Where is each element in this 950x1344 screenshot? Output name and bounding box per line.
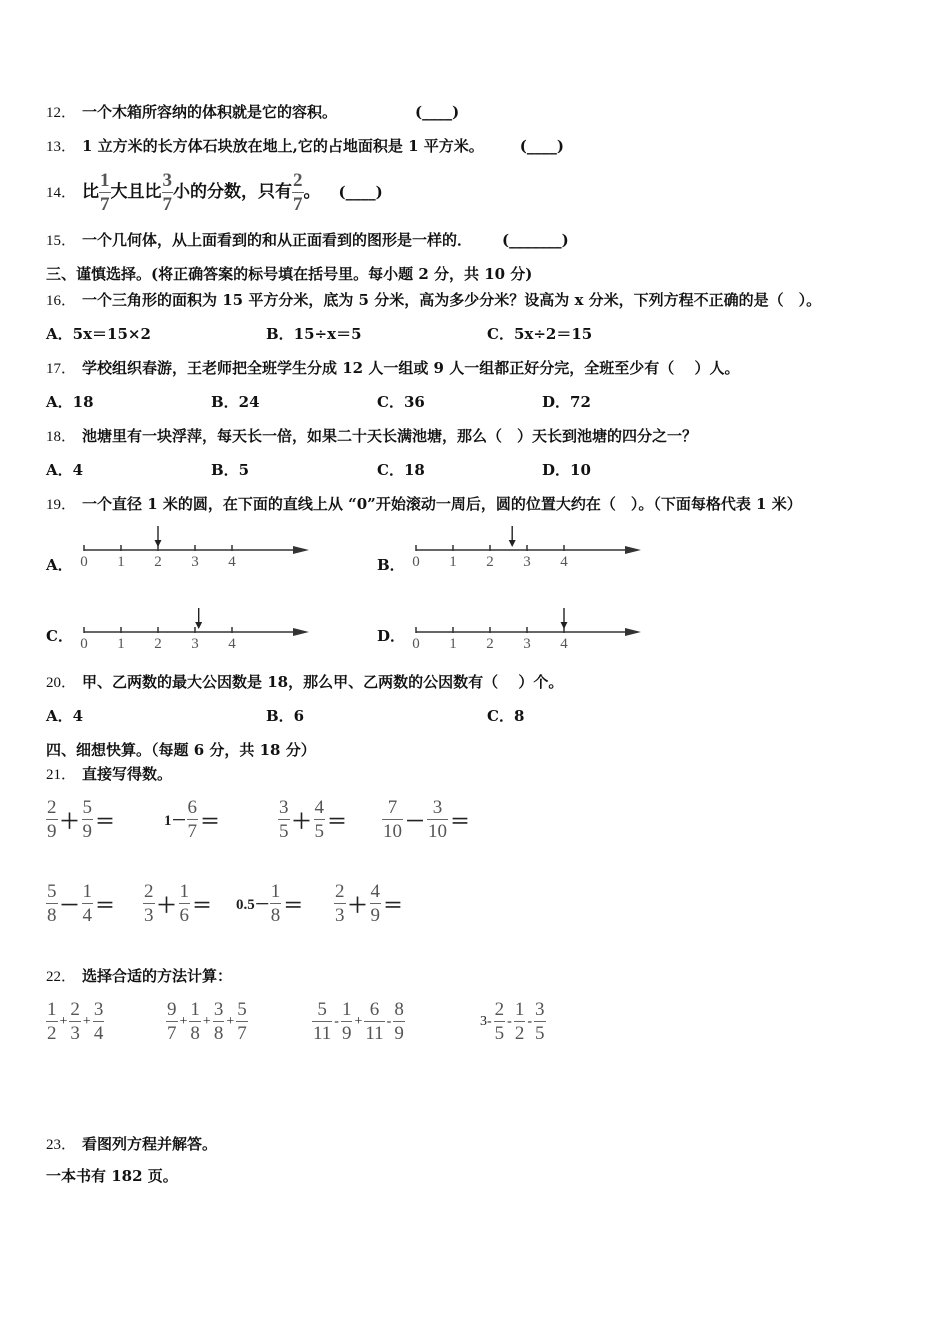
fraction: $\frac{1}{9}$ — [341, 999, 352, 1044]
operator: － — [405, 811, 425, 833]
operator: + — [59, 1013, 68, 1029]
question-18 — [46, 426, 697, 447]
fraction: $\frac{3}{5}$ — [279, 797, 289, 842]
section-4-heading: 四、细想快算。（每题 6 分，共 18 分） — [46, 741, 316, 759]
axis-arrowhead — [625, 546, 641, 554]
number-line-b — [408, 524, 643, 570]
tick-label: 0 — [412, 554, 420, 570]
leading-term: 3- — [480, 1013, 492, 1029]
question-15 — [46, 230, 569, 251]
option-c[interactable]: C．8 — [487, 707, 525, 725]
expression-6 — [143, 882, 214, 925]
question-text: 一个三角形的面积为 15 平方分米，底为 5 分米，高为多少分米？设高为 x 分米，下列方程不正确的是（ ）。 — [82, 291, 822, 309]
number-line-a — [76, 524, 311, 570]
question-number: 13． — [46, 139, 77, 155]
fraction: $\frac{5}{11}$ — [313, 999, 332, 1044]
expression-5 — [46, 882, 117, 925]
operator: + — [179, 1013, 188, 1029]
question-text: 看图列方程并解答。 — [82, 1135, 218, 1153]
position-arrowhead — [509, 540, 516, 547]
fraction: $\frac{3}{4}$ — [93, 999, 104, 1044]
tick-label: 2 — [486, 636, 494, 652]
fraction: $\frac{4}{9}$ — [370, 881, 380, 926]
fraction: $\frac{2}{5}$ — [494, 999, 505, 1044]
leading-term: 0.5－ — [236, 897, 270, 913]
axis-arrowhead — [293, 546, 309, 554]
fraction: $\frac{1}{4}$ — [82, 881, 92, 926]
question-text: 甲、乙两数的最大公因数是 18，那么甲、乙两数的公因数有（ ）个。 — [82, 673, 564, 691]
position-arrowhead — [195, 622, 202, 629]
expression-2 — [164, 798, 222, 841]
tick-label: 2 — [486, 554, 494, 570]
fraction: $\frac{4}{5}$ — [314, 797, 324, 842]
fraction: $\frac{2}{3}$ — [70, 999, 80, 1044]
option-b[interactable]: B． — [377, 556, 405, 574]
equals-sign: ＝ — [95, 811, 115, 833]
question-number: 12． — [46, 105, 77, 121]
option-a[interactable]: A．18 — [46, 393, 94, 411]
option-c[interactable]: C．36 — [377, 393, 425, 411]
operator: ＋ — [59, 811, 80, 833]
fraction: $\frac{3}{10}$ — [428, 797, 447, 842]
fraction: $\frac{1}{2}$ — [514, 999, 525, 1044]
equals-sign: ＝ — [200, 811, 221, 833]
fraction: $\frac{1}{8}$ — [190, 999, 200, 1044]
expression-4 — [382, 798, 472, 841]
question-17 — [46, 358, 739, 379]
question-number: 20． — [46, 675, 77, 691]
fraction: $\frac{3}{7}$ — [162, 170, 173, 215]
equals-sign: ＝ — [95, 895, 115, 917]
tick-label: 0 — [412, 636, 420, 652]
answer-blank[interactable]: (____) — [519, 137, 564, 155]
option-c[interactable]: C． — [46, 627, 73, 645]
option-b[interactable]: B．15÷x＝5 — [266, 325, 362, 343]
fraction: $\frac{5}{8}$ — [47, 881, 57, 926]
fraction: $\frac{3}{5}$ — [535, 999, 545, 1044]
question-text: 学校组织春游，王老师把全班学生分成 12 人一组或 9 人一组都正好分完，全班至少有（ ）人。 — [82, 359, 740, 377]
question-number: 15． — [46, 233, 77, 249]
calculation-2 — [166, 1000, 248, 1043]
number-line-svg — [408, 606, 643, 652]
expression-3 — [278, 798, 349, 841]
calculation-1 — [46, 1000, 104, 1043]
expression-1 — [46, 798, 117, 841]
operator: ＋ — [291, 811, 312, 833]
question-22 — [46, 966, 232, 987]
number-line-svg — [76, 606, 311, 652]
option-a[interactable]: A．4 — [46, 461, 84, 479]
question-number: 19． — [46, 497, 77, 513]
tick-label: 1 — [117, 554, 125, 570]
fraction: $\frac{6}{11}$ — [365, 999, 384, 1044]
number-line-d — [408, 606, 643, 652]
option-a[interactable]: A．5x＝15×2 — [46, 325, 151, 343]
tick-label: 4 — [560, 636, 568, 652]
expression-8 — [334, 882, 405, 925]
tick-label: 4 — [228, 636, 236, 652]
option-c[interactable]: C．18 — [377, 461, 425, 479]
tick-label: 2 — [154, 636, 162, 652]
answer-blank[interactable]: (_______) — [502, 231, 569, 249]
fraction: $\frac{2}{7}$ — [293, 170, 303, 215]
question-20 — [46, 672, 563, 693]
operator: ＋ — [156, 895, 177, 917]
question-14 — [46, 168, 383, 217]
axis-arrowhead — [293, 628, 309, 636]
question-text: 一个几何体，从上面看到的和从正面看到的图形是一样的． — [82, 231, 473, 249]
tick-label: 3 — [523, 636, 531, 652]
option-a[interactable]: A．4 — [46, 707, 84, 725]
operator: + — [354, 1013, 363, 1029]
operator: + — [202, 1013, 211, 1029]
question-number: 16． — [46, 293, 77, 309]
question-12 — [46, 102, 459, 123]
option-d[interactable]: D．72 — [542, 393, 591, 411]
question-text: 一个直径 1 米的圆，在下面的直线上从 “0”开始滚动一周后，圆的位置大约在（ ）。（下面每格代表 1 米） — [82, 495, 802, 513]
fraction: $\frac{1}{2}$ — [47, 999, 57, 1044]
option-d[interactable]: D．10 — [542, 461, 591, 479]
equals-sign: ＝ — [383, 895, 403, 917]
answer-blank[interactable]: (____) — [415, 103, 460, 121]
question-number: 14． — [46, 185, 77, 201]
operator: ＋ — [347, 895, 368, 917]
tick-label: 1 — [117, 636, 125, 652]
operator: - — [334, 1013, 339, 1029]
question-text: 1 立方米的长方体石块放在地上,它的占地面积是 1 平方米。 — [82, 137, 484, 155]
operator: - — [507, 1013, 512, 1029]
question-text: 比 — [82, 182, 100, 202]
position-arrowhead — [155, 540, 162, 547]
number-line-svg — [408, 524, 643, 570]
question-number: 23． — [46, 1137, 77, 1153]
fraction: $\frac{2}{9}$ — [47, 797, 57, 842]
number-line-c — [76, 606, 311, 652]
fraction: $\frac{6}{7}$ — [187, 797, 198, 842]
question-text: 直接写得数。 — [82, 765, 173, 783]
question-text: 。 — [303, 182, 321, 202]
operator: - — [386, 1013, 392, 1029]
option-a[interactable]: A． — [46, 556, 73, 574]
answer-blank[interactable]: (____) — [338, 183, 383, 201]
axis-arrowhead — [625, 628, 641, 636]
expression-7 — [236, 882, 305, 925]
question-23 — [46, 1134, 217, 1155]
fraction: $\frac{2}{3}$ — [144, 881, 154, 926]
fraction: $\frac{1}{8}$ — [270, 881, 281, 926]
question-number: 21． — [46, 767, 77, 783]
position-arrowhead — [561, 622, 568, 629]
question-text: 大且比 — [110, 182, 162, 202]
fraction: $\frac{1}{7}$ — [100, 170, 110, 215]
fraction: $\frac{7}{10}$ — [383, 797, 402, 842]
question-number: 18． — [46, 429, 77, 445]
question-text: 选择合适的方法计算： — [82, 967, 233, 985]
tick-label: 1 — [449, 636, 457, 652]
question-13 — [46, 136, 564, 157]
option-c[interactable]: C．5x÷2＝15 — [487, 325, 593, 343]
question-21 — [46, 764, 172, 785]
equals-sign: ＝ — [327, 811, 347, 833]
operator: + — [226, 1013, 235, 1029]
tick-label: 0 — [80, 554, 88, 570]
question-16 — [46, 290, 821, 311]
question-text: 池塘里有一块浮萍，每天长一倍，如果二十天长满池塘，那么（ ）天长到池塘的四分之一？ — [82, 427, 698, 445]
question-19 — [46, 494, 802, 515]
question-number: 17． — [46, 361, 77, 377]
equals-sign: ＝ — [283, 895, 304, 917]
question-text: 一个木箱所容纳的体积就是它的容积。 — [82, 103, 338, 121]
option-b[interactable]: B．6 — [266, 707, 305, 725]
equals-sign: ＝ — [450, 811, 470, 833]
tick-label: 3 — [191, 636, 199, 652]
operator: － — [59, 895, 80, 917]
fraction: $\frac{1}{6}$ — [179, 881, 189, 926]
question-23-text: 一本书有 182 页。 — [46, 1167, 178, 1185]
option-b[interactable]: B．24 — [211, 393, 260, 411]
fraction: $\frac{2}{3}$ — [335, 881, 345, 926]
fraction: $\frac{5}{7}$ — [237, 999, 247, 1044]
tick-label: 3 — [191, 554, 199, 570]
option-d[interactable]: D． — [377, 627, 406, 645]
number-line-svg — [76, 524, 311, 570]
tick-label: 1 — [449, 554, 457, 570]
tick-label: 0 — [80, 636, 88, 652]
tick-label: 3 — [523, 554, 531, 570]
tick-label: 4 — [228, 554, 236, 570]
leading-term: 1－ — [164, 813, 187, 829]
tick-label: 2 — [154, 554, 162, 570]
equals-sign: ＝ — [192, 895, 212, 917]
calculation-3 — [312, 1000, 405, 1043]
fraction: $\frac{9}{7}$ — [167, 999, 177, 1044]
fraction: $\frac{8}{9}$ — [394, 999, 404, 1044]
question-number: 22． — [46, 969, 77, 985]
section-3-heading: 三、谨慎选择。(将正确答案的标号填在括号里。每小题 2 分，共 10 分) — [46, 265, 533, 283]
option-b[interactable]: B．5 — [211, 461, 250, 479]
fraction: $\frac{5}{9}$ — [82, 797, 92, 842]
calculation-4 — [478, 1000, 546, 1043]
operator: + — [82, 1013, 91, 1029]
fraction: $\frac{3}{8}$ — [213, 999, 224, 1044]
operator: - — [527, 1013, 533, 1029]
question-text: 小的分数，只有 — [173, 182, 293, 202]
tick-label: 4 — [560, 554, 568, 570]
